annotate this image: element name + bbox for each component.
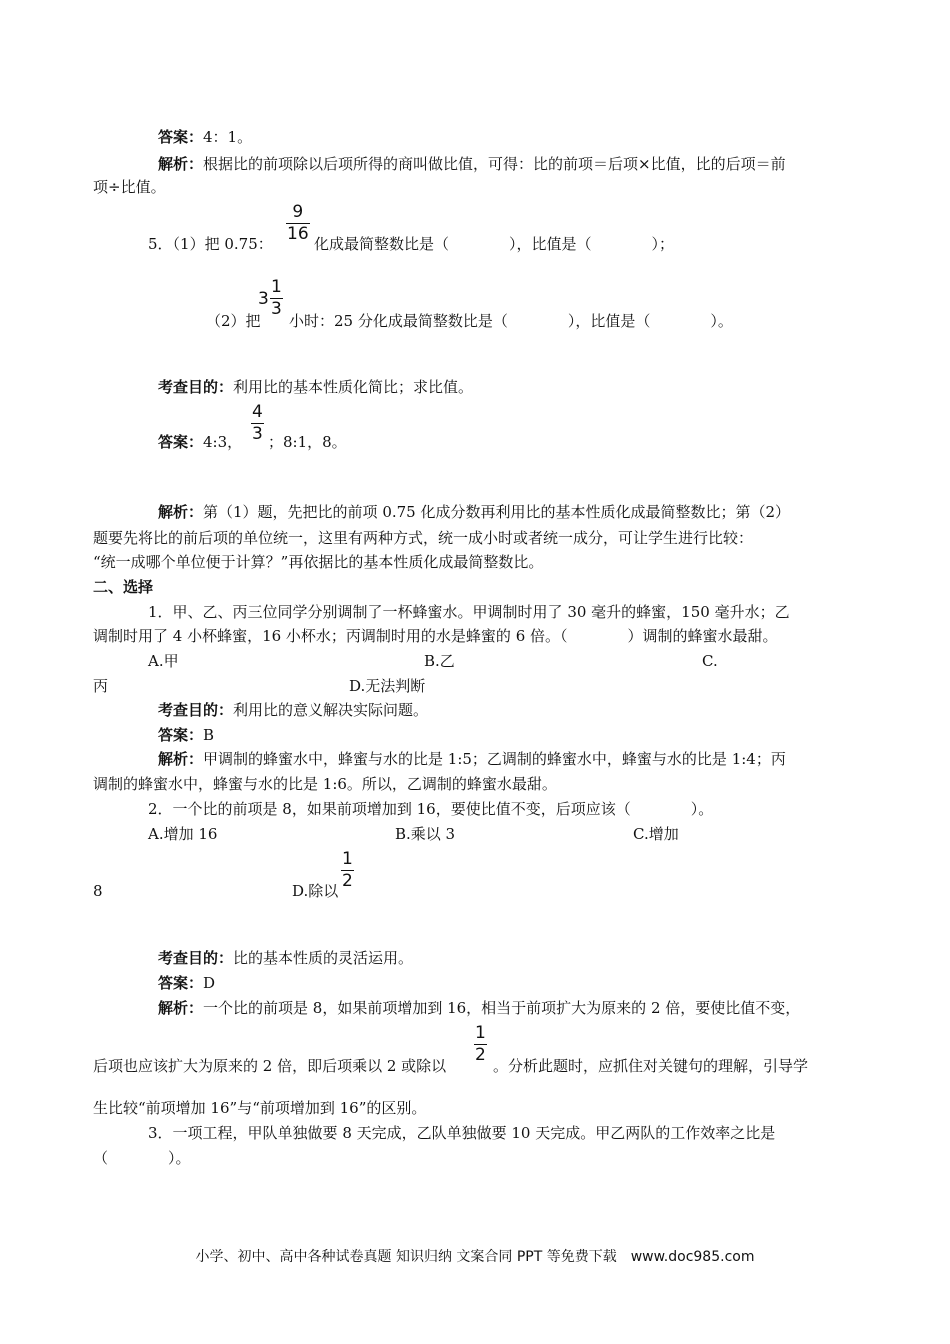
analysis-text: 项 bbox=[93, 178, 109, 196]
answer-text: 4：1。 bbox=[203, 128, 253, 146]
c2-analysis-line-1 bbox=[158, 998, 800, 1018]
fraction-numerator: 4 bbox=[252, 402, 263, 422]
c1-question-line-1: 1．甲、乙、丙三位同学分别调制了一杯蜂蜜水。甲调制时用了 30 毫升的蜂蜜，150 毫升水；乙 bbox=[148, 603, 790, 621]
fraction-denominator: 2 bbox=[342, 871, 353, 891]
q5-purpose bbox=[158, 377, 473, 397]
q5-part2-suffix: 小时：25 分化成最简整数比是（ ），比值是（ ）。 bbox=[289, 312, 733, 330]
analysis-line-1 bbox=[158, 154, 786, 174]
fraction-1-3 bbox=[270, 278, 283, 319]
analysis-text: 比值。 bbox=[120, 178, 166, 196]
purpose-text: 利用比的基本性质化简比；求比值。 bbox=[233, 378, 474, 396]
purpose-text: 利用比的意义解决实际问题。 bbox=[233, 701, 429, 719]
purpose-text: 比的基本性质的灵活运用。 bbox=[233, 949, 414, 967]
c2-analysis-line-3: 生比较“前项增加 16”与“前项增加到 16”的区别。 bbox=[93, 1099, 427, 1117]
analysis-text: 第（1）题，先把比的前项 0.75 化成分数再利用比的基本性质化成最简整数比；第（2） bbox=[203, 503, 791, 521]
analysis-label: 解析： bbox=[158, 750, 204, 768]
c1-answer bbox=[158, 725, 214, 745]
c1-question-line-2: 调制时用了 4 小杯蜂蜜，16 小杯水；丙调制时用的水是蜂蜜的 6 倍。（ ）调制的蜂蜜水最甜。 bbox=[93, 627, 778, 645]
answer-label: 答案： bbox=[158, 433, 204, 451]
c1-analysis-line-2: 调制的蜂蜜水中，蜂蜜与水的比是 1:6。所以，乙调制的蜂蜜水最甜。 bbox=[93, 775, 557, 793]
c1-option-b: B.乙 bbox=[424, 652, 455, 670]
analysis-text: 根据比的前项除以后项所得的商叫做比值，可得：比的前项＝后项 bbox=[203, 155, 639, 173]
q5-answer bbox=[158, 432, 242, 452]
fraction-numerator: 1 bbox=[475, 1023, 486, 1043]
answer-text: D bbox=[203, 974, 216, 992]
c1-option-d: D.无法判断 bbox=[349, 677, 426, 695]
purpose-label: 考查目的： bbox=[158, 378, 234, 396]
c2-option-c-wrap: 8 bbox=[93, 882, 103, 900]
analysis-line-2 bbox=[93, 177, 166, 197]
mixed-number-whole: 3 bbox=[258, 289, 269, 309]
c2-analysis-line-2a: 后项也应该扩大为原来的 2 倍，即后项乘以 2 或除以 bbox=[93, 1057, 447, 1075]
c2-option-a: A.增加 16 bbox=[148, 825, 218, 843]
c1-purpose bbox=[158, 700, 428, 720]
analysis-text: 比值，比的后项＝前 bbox=[650, 155, 786, 173]
q5-part2-prefix: （2）把 bbox=[206, 312, 261, 330]
q5-analysis-line-1 bbox=[158, 502, 790, 522]
q5-answer-rest: ；8:1，8。 bbox=[268, 433, 347, 451]
analysis-label: 解析： bbox=[158, 155, 204, 173]
c2-analysis-line-2b: 。分析此题时，应抓住对关键句的理解，引导学 bbox=[493, 1057, 809, 1075]
c2-question-line-1: 2．一个比的前项是 8，如果前项增加到 16，要使比值不变，后项应该（ ）。 bbox=[148, 800, 714, 818]
fraction-4-3 bbox=[251, 403, 264, 444]
purpose-label: 考查目的： bbox=[158, 949, 234, 967]
answer-line bbox=[158, 127, 252, 147]
c3-question-line-1: 3．一项工程，甲队单独做要 8 天完成，乙队单独做要 10 天完成。甲乙两队的工作效率之比是 bbox=[148, 1124, 776, 1142]
q5-analysis-line-3: “统一成哪个单位便于计算？”再依据比的基本性质化成最简整数比。 bbox=[93, 553, 544, 571]
c2-option-c: C.增加 bbox=[633, 825, 679, 843]
analysis-text: 一个比的前项是 8，如果前项增加到 16，相当于前项扩大为原来的 2 倍，要使比值不变， bbox=[203, 999, 801, 1017]
analysis-label: 解析： bbox=[158, 503, 204, 521]
c2-option-d: D.除以 bbox=[292, 882, 339, 900]
analysis-label: 解析： bbox=[158, 999, 204, 1017]
q5-analysis-line-2: 题要先将比的前后项的单位统一，这里有两种方式，统一成小时或者统一成分，可让学生进行比较： bbox=[93, 529, 754, 547]
q5-part1-prefix: 5．（1）把 0.75： bbox=[148, 235, 273, 253]
answer-text: 4:3， bbox=[203, 433, 243, 451]
fraction-numerator: 1 bbox=[271, 277, 282, 297]
fraction-denominator: 3 bbox=[252, 424, 263, 444]
fraction-numerator: 9 bbox=[292, 202, 304, 222]
fraction-denominator: 16 bbox=[287, 224, 309, 244]
answer-label: 答案： bbox=[158, 726, 204, 744]
c1-option-c: C. bbox=[702, 652, 718, 670]
purpose-label: 考查目的： bbox=[158, 701, 234, 719]
answer-text: B bbox=[203, 726, 215, 744]
c1-option-c-wrap: 丙 bbox=[93, 677, 109, 695]
answer-label: 答案： bbox=[158, 974, 204, 992]
section-title: 二、选择 bbox=[93, 578, 154, 596]
fraction-1-2 bbox=[341, 850, 354, 891]
divide-sign: ÷ bbox=[108, 178, 121, 196]
fraction-denominator: 2 bbox=[475, 1045, 486, 1065]
fraction-1-2-analysis bbox=[474, 1024, 487, 1065]
fraction-9-16 bbox=[286, 203, 310, 244]
c2-answer bbox=[158, 973, 215, 993]
fraction-numerator: 1 bbox=[342, 849, 353, 869]
page-footer: 小学、初中、高中各种试卷真题 知识归纳 文案合同 PPT 等免费下载 www.doc985.com bbox=[195, 1249, 755, 1265]
c1-analysis-line-1 bbox=[158, 749, 786, 769]
fraction-denominator: 3 bbox=[271, 299, 282, 319]
c2-purpose bbox=[158, 948, 413, 968]
times-sign: × bbox=[638, 155, 651, 173]
q5-part1-suffix: 化成最简整数比是（ ），比值是（ ）； bbox=[314, 235, 675, 253]
answer-label: 答案： bbox=[158, 128, 204, 146]
c1-option-a: A.甲 bbox=[148, 652, 179, 670]
c3-question-line-2: （ ）。 bbox=[93, 1149, 191, 1167]
analysis-text: 甲调制的蜂蜜水中，蜂蜜与水的比是 1:5；乙调制的蜂蜜水中，蜂蜜与水的比是 1:4；丙 bbox=[203, 750, 786, 768]
c2-option-b: B.乘以 3 bbox=[395, 825, 456, 843]
